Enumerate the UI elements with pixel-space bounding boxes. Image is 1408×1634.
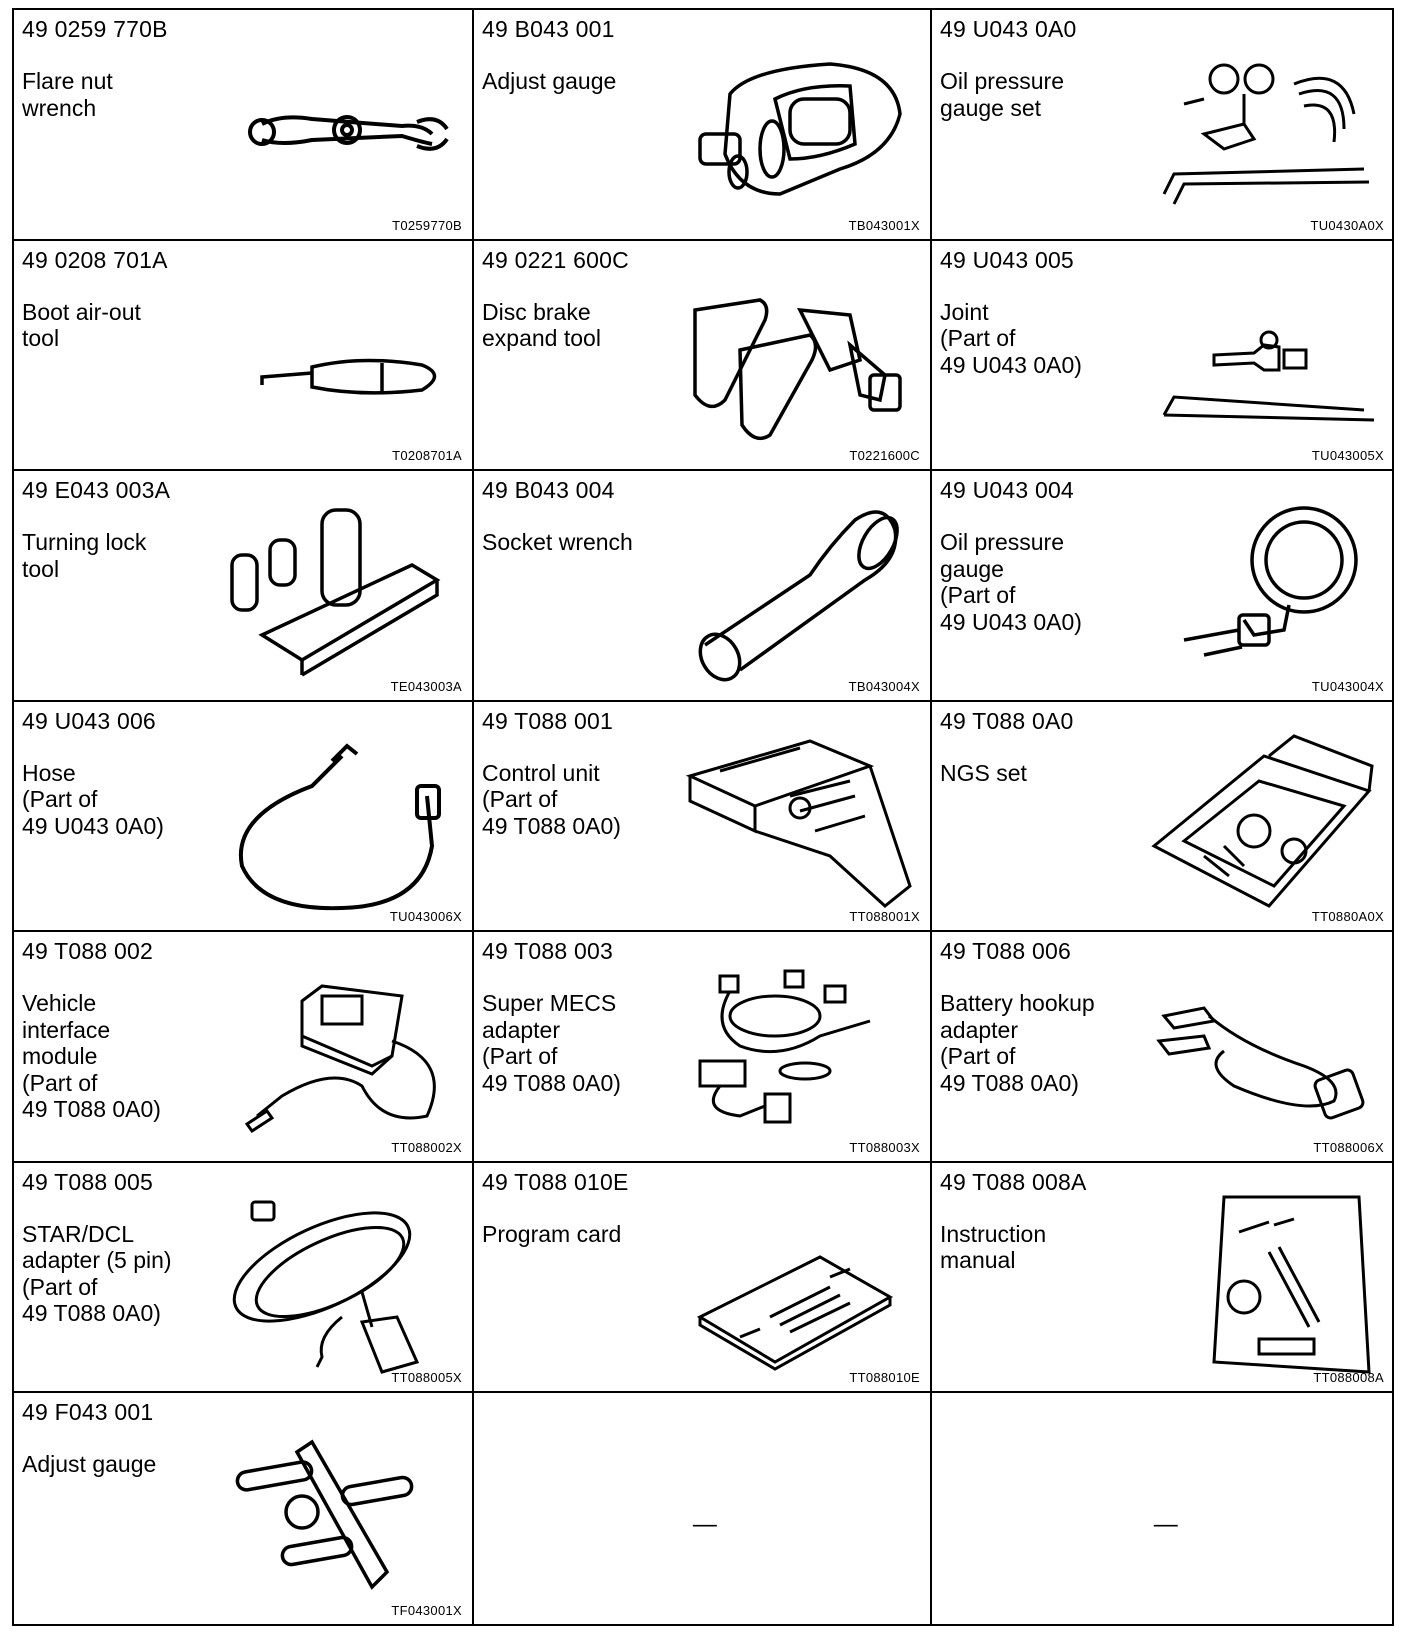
figure-code: TB043004X: [848, 678, 920, 694]
tool-cell: [474, 1163, 932, 1394]
super-mecs-adapter-icon: [680, 966, 910, 1136]
figure-code: TT088001X: [849, 909, 920, 925]
adjust-gauge-bracket-icon: [222, 1427, 452, 1597]
ngs-set-case-icon: [1144, 736, 1374, 906]
figure-code: TF043001X: [391, 1602, 462, 1618]
figure-code: TT088008A: [1313, 1370, 1384, 1386]
tool-cell: [14, 702, 474, 933]
tool-cell: [932, 932, 1394, 1163]
tool-name: Joint (Part of 49 U043 0A0): [940, 298, 1082, 378]
tool-cell: [474, 932, 932, 1163]
part-number: 49 U043 0A0: [940, 16, 1077, 42]
tool-name: Oil pressure gauge (Part of 49 U043 0A0): [940, 529, 1082, 635]
oil-pressure-gauge-icon: [1144, 505, 1374, 675]
tool-cell: [14, 241, 474, 472]
part-number: 49 B043 001: [482, 16, 615, 42]
figure-code: T0221600C: [849, 448, 920, 464]
tool-name: Super MECS adapter (Part of 49 T088 0A0): [482, 990, 621, 1096]
tool-name: Socket wrench: [482, 529, 633, 556]
turning-lock-tool-icon: [222, 505, 452, 675]
tool-name: Adjust gauge: [482, 68, 617, 94]
tool-name: Adjust gauge: [22, 1451, 157, 1478]
adjust-gauge-icon: [680, 44, 910, 214]
disc-brake-expand-tool-icon: [680, 275, 910, 445]
figure-code: TU043004X: [1311, 678, 1384, 694]
part-number: 49 U043 006: [22, 707, 156, 734]
figure-code: TT088010E: [849, 1370, 920, 1386]
tool-name: Flare nut wrench: [22, 68, 113, 121]
tool-cell: [474, 471, 932, 702]
tool-cell: [932, 1163, 1394, 1394]
part-number: 49 B043 004: [482, 477, 615, 504]
figure-code: TU0430A0X: [1310, 217, 1384, 233]
socket-wrench-icon: [680, 505, 910, 675]
tool-name: Disc brake expand tool: [482, 298, 601, 352]
star-dcl-adapter-icon: [222, 1197, 452, 1367]
part-number: 49 T088 010E: [482, 1168, 629, 1195]
battery-hookup-adapter-icon: [1144, 966, 1374, 1136]
empty-cell: [474, 1393, 932, 1624]
part-number: 49 T088 008A: [940, 1168, 1087, 1195]
tool-cell: [932, 10, 1394, 241]
tool-cell: [474, 10, 932, 241]
hose-icon: [222, 736, 452, 906]
figure-code: TT088005X: [391, 1370, 462, 1386]
part-number: 49 U043 004: [940, 477, 1074, 504]
flare-nut-wrench-icon: [222, 44, 452, 214]
tool-cell: [932, 471, 1394, 702]
tool-cell: [932, 702, 1394, 933]
program-card-icon: [680, 1197, 910, 1367]
part-number: 49 T088 001: [482, 707, 613, 734]
joint-icon: [1144, 275, 1374, 445]
part-number: 49 U043 005: [940, 246, 1074, 273]
figure-code: TT088003X: [849, 1139, 920, 1155]
figure-code: TE043003A: [390, 678, 462, 694]
tool-cell: [14, 10, 474, 241]
tool-cell: [14, 1393, 474, 1624]
tool-name: Boot air-out tool: [22, 298, 141, 352]
tool-name: Oil pressure gauge set: [940, 68, 1064, 121]
figure-code: T0259770B: [392, 217, 462, 233]
part-number: 49 0259 770B: [22, 16, 168, 42]
special-tools-table: [12, 8, 1394, 1626]
part-number: 49 0208 701A: [22, 246, 168, 273]
tool-cell: [14, 471, 474, 702]
part-number: 49 T088 005: [22, 1168, 153, 1195]
tool-cell: [474, 702, 932, 933]
tool-cell: [932, 241, 1394, 472]
part-number: 49 T088 0A0: [940, 707, 1074, 734]
tool-cell: [474, 241, 932, 472]
part-number: 49 T088 003: [482, 938, 613, 965]
figure-code: TT088006X: [1313, 1139, 1384, 1155]
boot-air-out-tool-icon: [222, 275, 452, 445]
tool-name: Turning lock tool: [22, 529, 147, 582]
part-number: 49 T088 002: [22, 938, 153, 965]
tool-name: Hose (Part of 49 U043 0A0): [22, 759, 164, 839]
tool-name: STAR/DCL adapter (5 pin) (Part of 49 T088 0A0): [22, 1220, 172, 1327]
empty-dash: —: [692, 1511, 717, 1538]
tool-name: Program card: [482, 1220, 622, 1247]
tool-name: Control unit (Part of 49 T088 0A0): [482, 759, 621, 839]
part-number: 49 F043 001: [22, 1399, 154, 1426]
empty-dash: —: [1153, 1511, 1178, 1538]
tool-name: Battery hookup adapter (Part of 49 T088 0A0): [940, 990, 1095, 1096]
figure-code: TU043006X: [389, 909, 462, 925]
part-number: 49 T088 006: [940, 938, 1071, 965]
tool-name: Instruction manual: [940, 1220, 1047, 1274]
tool-name: Vehicle interface module (Part of 49 T088 0A0): [22, 990, 161, 1123]
figure-code: TT0880A0X: [1311, 909, 1384, 925]
part-number: 49 E043 003A: [22, 477, 171, 504]
tool-name: NGS set: [940, 759, 1027, 786]
figure-code: TT088002X: [391, 1139, 462, 1155]
control-unit-icon: [680, 736, 910, 906]
instruction-manual-icon: [1144, 1197, 1374, 1367]
vehicle-interface-module-icon: [222, 966, 452, 1136]
empty-cell: [932, 1393, 1394, 1624]
tool-cell: [14, 1163, 474, 1394]
figure-code: T0208701A: [392, 448, 462, 464]
figure-code: TU043005X: [1311, 448, 1384, 464]
tool-cell: [14, 932, 474, 1163]
figure-code: TB043001X: [848, 217, 920, 233]
part-number: 49 0221 600C: [482, 246, 629, 273]
oil-pressure-gauge-set-icon: [1144, 44, 1374, 214]
